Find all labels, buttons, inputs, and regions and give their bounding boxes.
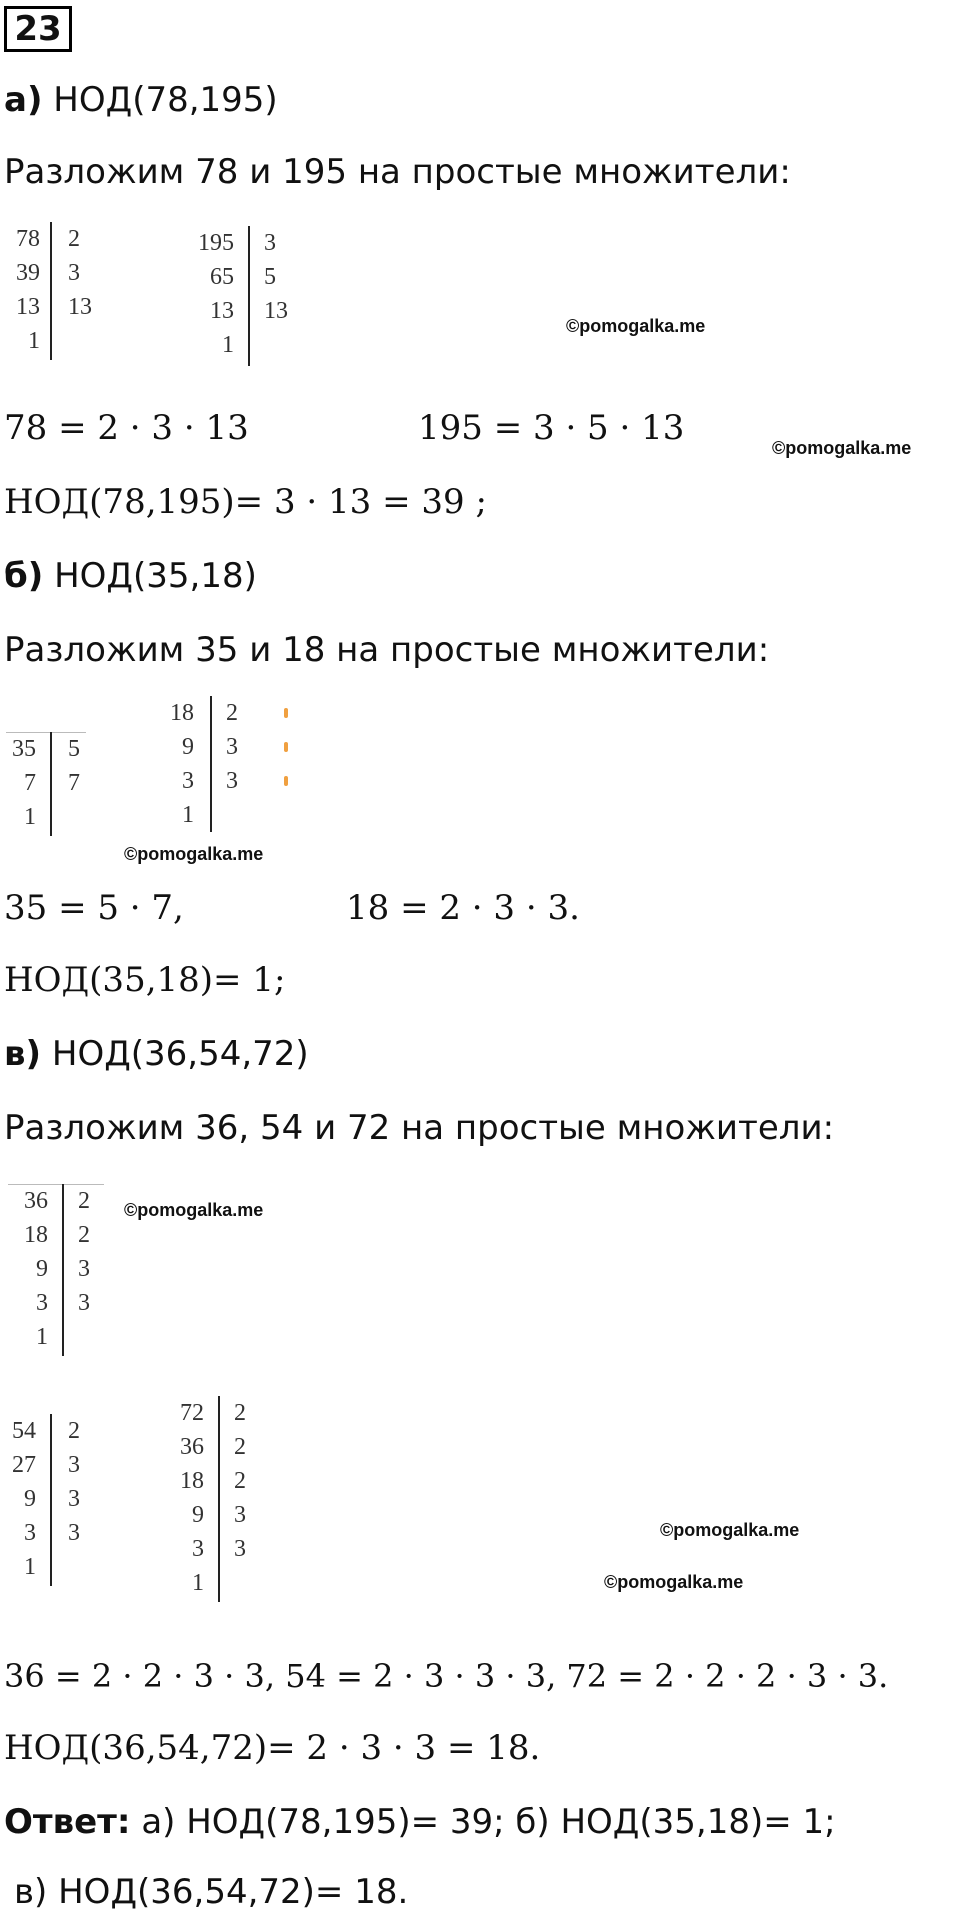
table-divider bbox=[210, 696, 212, 832]
factor-table-78 bbox=[6, 222, 106, 360]
problem-number: 23 bbox=[4, 6, 72, 52]
table-cell: 3 bbox=[234, 1536, 246, 1562]
highlight-mark bbox=[284, 742, 288, 752]
watermark: ©pomogalka.me bbox=[604, 1572, 744, 1592]
table-cell: 3 bbox=[78, 1256, 90, 1282]
part-b-label: б) bbox=[4, 556, 44, 596]
table-cell: 3 bbox=[78, 1290, 90, 1316]
part-b-equation-18: 18 = 2 · 3 · 3. bbox=[346, 888, 580, 928]
table-cell: 3 bbox=[226, 734, 238, 760]
factor-table-divisors bbox=[68, 1414, 80, 1550]
part-a-equation-195: 195 = 3 · 5 · 13 bbox=[418, 408, 685, 448]
part-a-title: НОД(78,195) bbox=[53, 80, 278, 120]
factor-table-divisors bbox=[234, 1396, 246, 1566]
part-a-equation-78: 78 = 2 · 3 · 13 bbox=[4, 408, 249, 448]
part-b-equation-35: 35 = 5 · 7, bbox=[4, 888, 184, 928]
table-cell: 13 bbox=[210, 298, 234, 324]
table-cell: 3 bbox=[192, 1536, 204, 1562]
table-cell: 1 bbox=[36, 1324, 48, 1350]
part-b-result: НОД(35,18)= 1; bbox=[4, 960, 286, 1000]
factor-table-dividends bbox=[6, 1414, 36, 1584]
factor-table-dividends bbox=[8, 1184, 48, 1354]
table-cell: 18 bbox=[24, 1222, 48, 1248]
table-cell: 9 bbox=[36, 1256, 48, 1282]
table-cell: 35 bbox=[12, 736, 36, 762]
watermark: ©pomogalka.me bbox=[124, 1200, 264, 1220]
watermark: ©pomogalka.me bbox=[660, 1520, 800, 1540]
answer-label: Ответ: bbox=[4, 1802, 131, 1842]
table-cell: 3 bbox=[68, 260, 80, 286]
highlight-mark bbox=[284, 776, 288, 786]
table-cell: 5 bbox=[68, 736, 80, 762]
table-cell: 2 bbox=[234, 1434, 246, 1460]
table-cell: 2 bbox=[68, 226, 80, 252]
table-cell: 195 bbox=[198, 230, 234, 256]
table-divider bbox=[62, 1184, 64, 1356]
table-divider bbox=[248, 226, 250, 366]
part-a-result: НОД(78,195)= 3 · 13 = 39 ; bbox=[4, 482, 487, 522]
table-cell: 3 bbox=[68, 1520, 80, 1546]
table-cell: 3 bbox=[36, 1290, 48, 1316]
factor-table-dividends bbox=[170, 1396, 204, 1600]
table-cell: 7 bbox=[24, 770, 36, 796]
table-cell: 2 bbox=[68, 1418, 80, 1444]
factor-table-72 bbox=[170, 1396, 270, 1602]
table-cell: 27 bbox=[12, 1452, 36, 1478]
factor-table-dividends bbox=[6, 222, 40, 358]
table-cell: 13 bbox=[264, 298, 288, 324]
table-cell: 18 bbox=[180, 1468, 204, 1494]
table-divider bbox=[50, 732, 52, 836]
table-cell: 2 bbox=[234, 1400, 246, 1426]
table-cell: 3 bbox=[226, 768, 238, 794]
factor-table-18 bbox=[160, 696, 300, 832]
table-divider bbox=[50, 222, 52, 360]
table-cell: 5 bbox=[264, 264, 276, 290]
factor-table-divisors bbox=[264, 226, 288, 328]
table-cell: 1 bbox=[192, 1570, 204, 1596]
part-a-intro: Разложим 78 и 195 на простые множители: bbox=[4, 152, 791, 192]
factor-table-divisors bbox=[68, 222, 92, 324]
table-cell: 1 bbox=[222, 332, 234, 358]
table-cell: 2 bbox=[78, 1188, 90, 1214]
answer-text-1: а) НОД(78,195)= 39; б) НОД(35,18)= 1; bbox=[141, 1802, 836, 1842]
table-cell: 1 bbox=[24, 1554, 36, 1580]
part-a-label: а) bbox=[4, 80, 43, 120]
table-cell: 2 bbox=[78, 1222, 90, 1248]
table-divider bbox=[50, 1414, 52, 1586]
table-cell: 1 bbox=[28, 328, 40, 354]
table-cell: 1 bbox=[182, 802, 194, 828]
table-cell: 54 bbox=[12, 1418, 36, 1444]
table-cell: 2 bbox=[234, 1468, 246, 1494]
highlight-mark bbox=[284, 708, 288, 718]
table-cell: 3 bbox=[234, 1502, 246, 1528]
table-cell: 13 bbox=[16, 294, 40, 320]
table-cell: 3 bbox=[264, 230, 276, 256]
part-c-label: в) bbox=[4, 1034, 42, 1074]
table-cell: 9 bbox=[192, 1502, 204, 1528]
table-cell: 36 bbox=[180, 1434, 204, 1460]
part-b-title: НОД(35,18) bbox=[54, 556, 257, 596]
part-c-equations: 36 = 2 · 2 · 3 · 3, 54 = 2 · 3 · 3 · 3, 72 = 2 · 2 · 2 · 3 · 3. bbox=[4, 1657, 889, 1695]
part-c-intro: Разложим 36, 54 и 72 на простые множители: bbox=[4, 1108, 835, 1148]
table-cell: 7 bbox=[68, 770, 80, 796]
table-cell: 18 bbox=[170, 700, 194, 726]
part-c-title: НОД(36,54,72) bbox=[51, 1034, 309, 1074]
part-b-heading bbox=[4, 556, 257, 596]
part-b-intro: Разложим 35 и 18 на простые множители: bbox=[4, 630, 770, 670]
table-cell: 9 bbox=[24, 1486, 36, 1512]
table-cell: 9 bbox=[182, 734, 194, 760]
answer-line-2: в) НОД(36,54,72)= 18. bbox=[14, 1872, 409, 1912]
factor-table-195 bbox=[188, 226, 308, 366]
table-cell: 3 bbox=[68, 1452, 80, 1478]
table-cell: 72 bbox=[180, 1400, 204, 1426]
factor-table-54 bbox=[6, 1414, 106, 1586]
table-cell: 39 bbox=[16, 260, 40, 286]
factor-table-dividends bbox=[6, 732, 36, 834]
factor-table-35 bbox=[6, 732, 106, 836]
factor-table-divisors bbox=[226, 696, 238, 798]
table-divider bbox=[218, 1396, 220, 1602]
part-a-heading bbox=[4, 80, 278, 120]
factor-table-divisors bbox=[78, 1184, 90, 1320]
factor-table-36 bbox=[8, 1184, 108, 1356]
part-c-result: НОД(36,54,72)= 2 · 3 · 3 = 18. bbox=[4, 1728, 541, 1768]
table-cell: 1 bbox=[24, 804, 36, 830]
table-cell: 3 bbox=[68, 1486, 80, 1512]
table-cell: 3 bbox=[182, 768, 194, 794]
table-cell: 3 bbox=[24, 1520, 36, 1546]
watermark: ©pomogalka.me bbox=[772, 438, 912, 458]
table-cell: 65 bbox=[210, 264, 234, 290]
answer-line-1 bbox=[4, 1802, 836, 1842]
table-cell: 2 bbox=[226, 700, 238, 726]
table-cell: 13 bbox=[68, 294, 92, 320]
watermark: ©pomogalka.me bbox=[124, 844, 264, 864]
part-c-heading bbox=[4, 1034, 309, 1074]
factor-table-divisors bbox=[68, 732, 80, 800]
factor-table-dividends bbox=[160, 696, 194, 832]
factor-table-dividends bbox=[188, 226, 234, 362]
watermark: ©pomogalka.me bbox=[566, 316, 706, 336]
table-cell: 78 bbox=[16, 226, 40, 252]
table-cell: 36 bbox=[24, 1188, 48, 1214]
